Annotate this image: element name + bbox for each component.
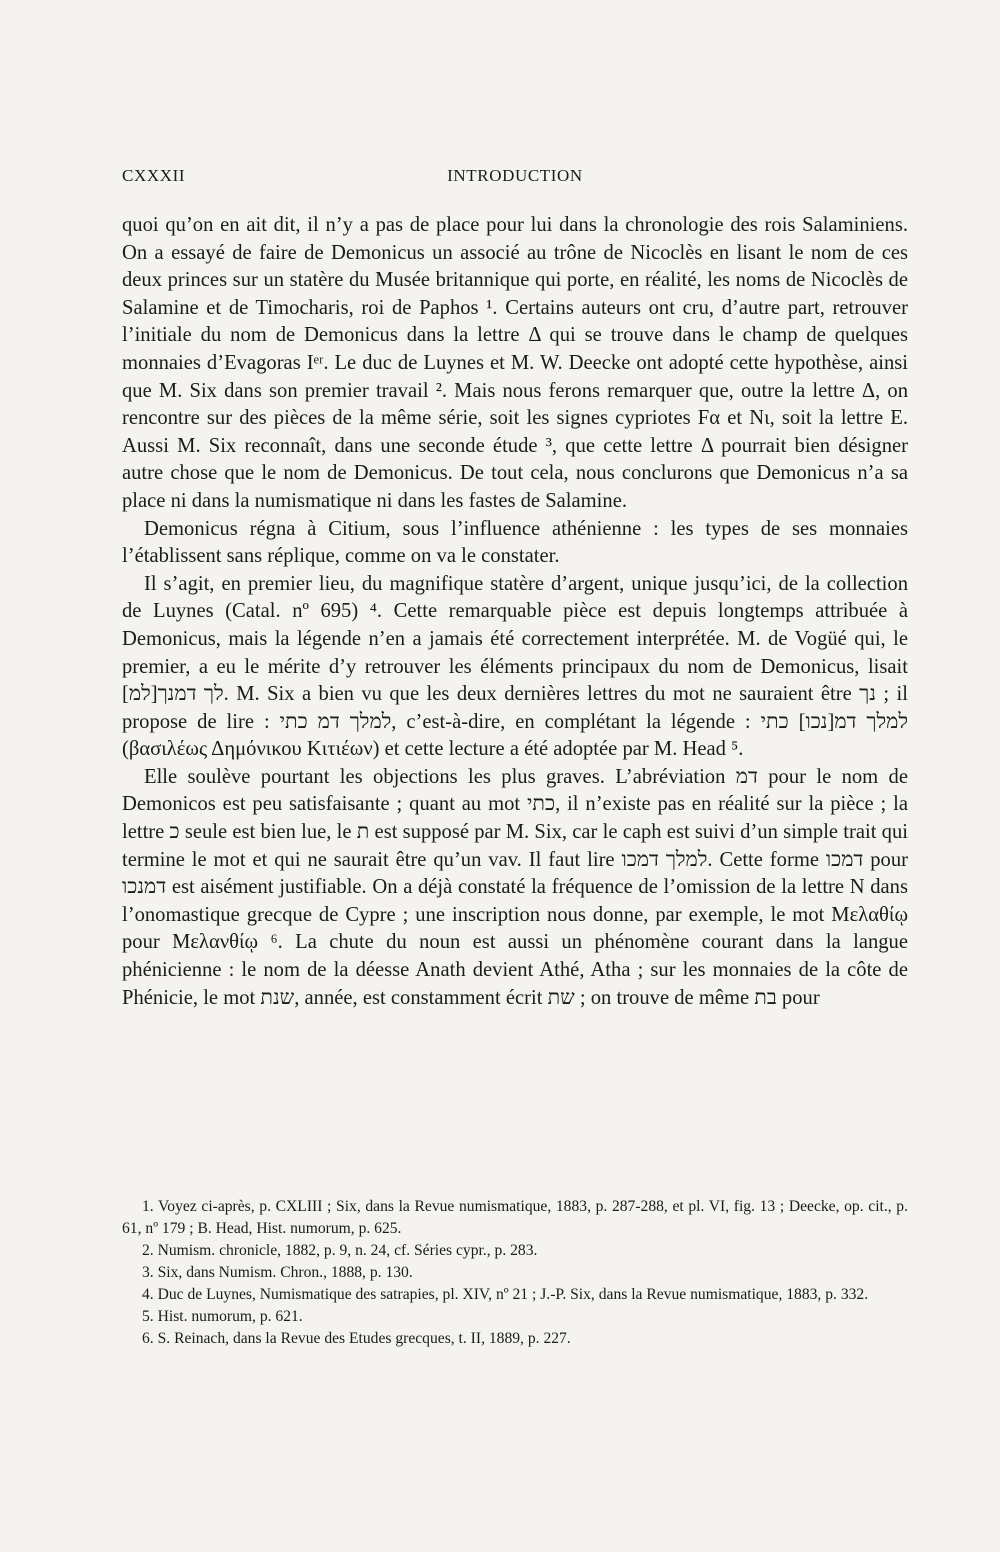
footnote-2: 2. Numism. chronicle, 1882, p. 9, n. 24, cf. Séries cypr., p. 283. bbox=[142, 1242, 538, 1259]
footnotes bbox=[122, 1196, 908, 1350]
main-text bbox=[122, 212, 908, 1012]
running-head bbox=[122, 166, 908, 192]
running-title: INTRODUCTION bbox=[447, 166, 583, 185]
paragraph-3: Il s’agit, en premier lieu, du magnifique statère d’argent, unique jusqu’ici, de la collection de Luynes (Catal. nº 695) ⁴. Cette remarquable pièce est depuis longtemps attribuée à Demonicus, mais la légende n’en a jamais été correctement interprétée. M. de Vogüé qui, le premier, a eu le mérite d’y retrouver les éléments principaux du nom de Demonicus, lisait ‎[למ]לך דמנך‎. M. Six a bien vu que les deux dernières lettres du mot ne sauraient être ‎נך‎ ; il propose de lire : ‎למלך דמ כתי‎, c’est-à-dire, en complétant la légende : ‎למלך דמ[נכו] כתי‎ (βασιλέως Δημόνικου Κιτιέων) et cette lecture a été adoptée par M. Head ⁵. bbox=[122, 572, 908, 761]
paragraph-4: Elle soulève pourtant les objections les plus graves. L’abréviation ‎דמ‎ pour le nom de Demonicos est peu satisfaisante ; quant au mot ‎כתי‎, il n’existe pas en réalité sur la pièce ; la lettre ‎כ‎ seule est bien lue, le ‎ת‎ est supposé par M. Six, car le caph est suivi d’un simple trait qui termine le mot et qui ne saurait être qu’un vav. Il faut lire ‎למלך דמכו‎. Cette forme ‎דמכו‎ pour ‎דמנכו‎ est aisément justifiable. On a déjà constaté la fréquence de l’omission de la lettre N dans l’onomastique grecque de Cypre ; une inscription nous donne, par exemple, le mot Μελαθίῳ pour Μελανθίῳ ⁶. La chute du noun est aussi un phénomène courant dans la langue phénicienne : le nom de la déesse Anath devient Athé, Atha ; sur les monnaies de la côte de Phénicie, le mot ‎שנת‎, année, est constamment écrit ‎שת‎ ; on trouve de même ‎בת‎ pour bbox=[122, 765, 908, 1009]
footnote-5: 5. Hist. numorum, p. 621. bbox=[142, 1308, 303, 1325]
footnote-4: 4. Duc de Luynes, Numismatique des satrapies, pl. XIV, nº 21 ; J.-P. Six, dans la Revue numismatique, 1883, p. 332. bbox=[142, 1286, 869, 1303]
paragraph-1: quoi qu’on en ait dit, il n’y a pas de place pour lui dans la chronologie des rois Salaminiens. On a essayé de faire de Demonicus un associé au trône de Nicoclès en lisant le nom de ces deux princes sur un statère du Musée britannique qui porte, en réalité, les noms de Nicoclès de Salamine et de Timocharis, roi de Paphos ¹. Certains auteurs ont cru, d’autre part, retrouver l’initiale du nom de Demonicus dans la lettre Δ qui se trouve dans le champ de quelques monnaies d’Evagoras Iᵉʳ. Le duc de Luynes et M. W. Deecke ont adopté cette hypothèse, ainsi que M. Six dans son premier travail ². Mais nous ferons remarquer que, outre la lettre Δ, on rencontre sur des pièces de la même série, soit les signes cypriotes Fα et Nι, soit la lettre E. Aussi M. Six reconnaît, dans une seconde étude ³, que cette lettre Δ pourrait bien désigner autre chose que le nom de Demonicus. De tout cela, nous conclurons que Demonicus n’a sa place ni dans la numismatique ni dans les fastes de Salamine. bbox=[122, 214, 908, 512]
footnote-3: 3. Six, dans Numism. Chron., 1888, p. 130. bbox=[142, 1264, 413, 1281]
footnote-6: 6. S. Reinach, dans la Revue des Etudes grecques, t. II, 1889, p. 227. bbox=[142, 1330, 571, 1347]
page-folio: CXXXII bbox=[122, 166, 186, 185]
footnote-1: 1. Voyez ci-après, p. CXLIII ; Six, dans la Revue numismatique, 1883, p. 287-288, et pl. VI, fig. 13 ; Deecke, op. cit., p. 61, nº 179 ; B. Head, Hist. numorum, p. 625. bbox=[122, 1198, 908, 1237]
paragraph-2: Demonicus régna à Citium, sous l’influence athénienne : les types de ses monnaies l’établissent sans réplique, comme on va le constater. bbox=[122, 517, 908, 568]
